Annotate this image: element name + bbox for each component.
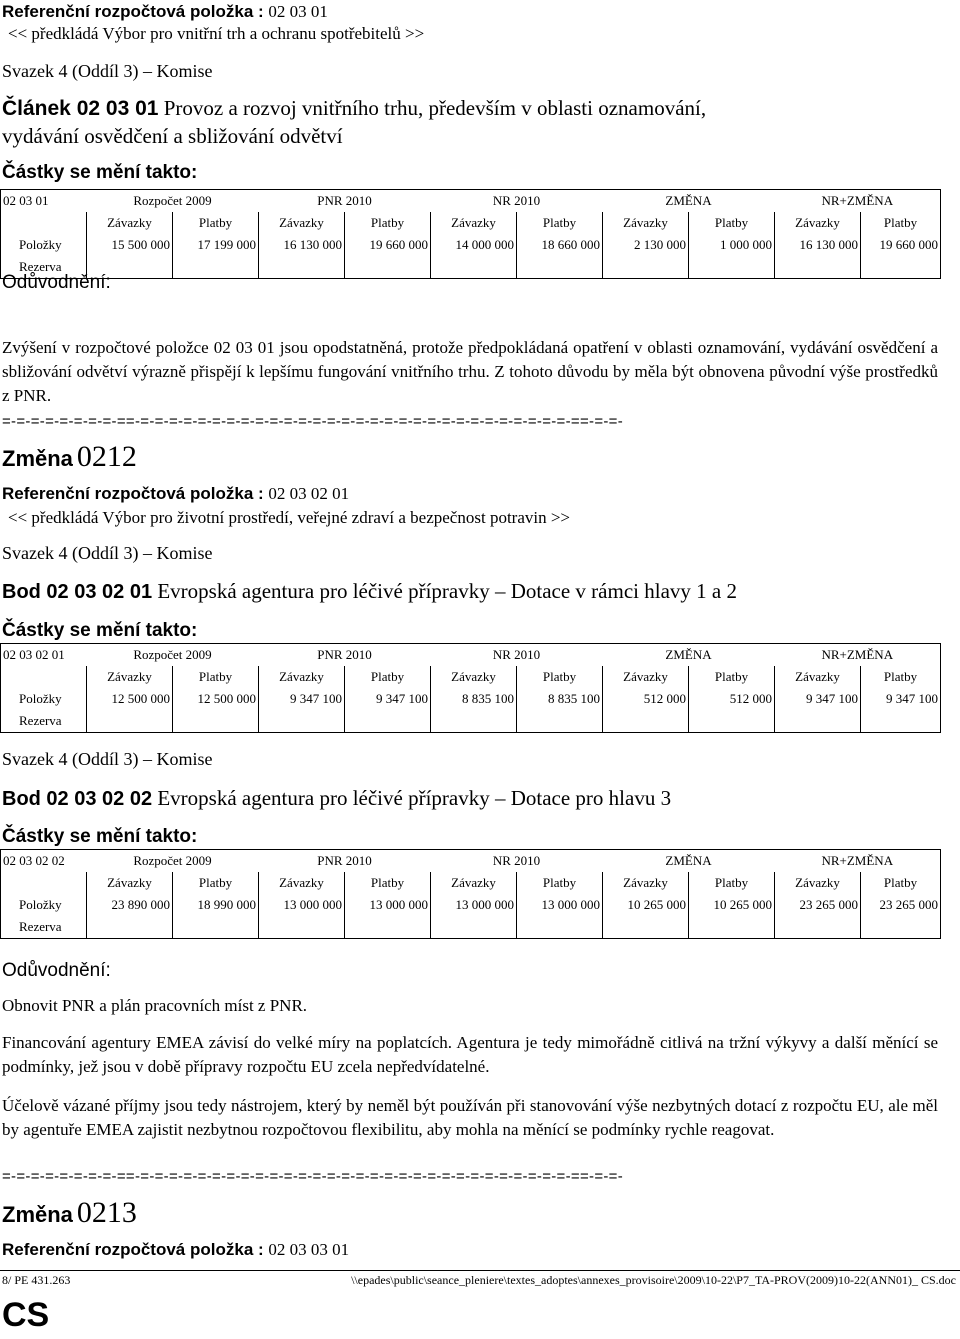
table-cell: 8 835 100 xyxy=(431,688,517,710)
justification-heading: Odůvodnění: xyxy=(2,960,111,981)
pay-header: Platby xyxy=(345,872,431,894)
commit-header: Závazky xyxy=(603,666,689,688)
table-header-row xyxy=(1,850,941,873)
commit-header: Závazky xyxy=(87,666,173,688)
change-label: Změna xyxy=(2,446,73,471)
commit-header: Závazky xyxy=(775,212,861,234)
table-cell: 12 500 000 xyxy=(87,688,173,710)
table-code: 02 03 02 02 xyxy=(1,850,87,873)
item-title-text: Evropská agentura pro léčivé přípravky – Dotace pro hlavu 3 xyxy=(152,786,672,810)
proposer-line: << předkládá Výbor pro vnitřní trh a ochranu spotřebitelů >> xyxy=(8,24,425,43)
col-group-budget-2009: Rozpočet 2009 xyxy=(87,850,259,873)
proposer-line: << předkládá Výbor pro životní prostředí, veřejné zdraví a bezpečnost potravin >> xyxy=(8,508,571,527)
col-group-nr-plus-change: NR+ZMĚNA xyxy=(775,850,941,873)
col-group-pnr-2010: PNR 2010 xyxy=(259,190,431,213)
commit-header: Závazky xyxy=(431,212,517,234)
justification-paragraph: Obnovit PNR a plán pracovních míst z PNR. xyxy=(2,996,308,1015)
table-cell: 9 347 100 xyxy=(345,688,431,710)
row-label-items: Položky xyxy=(1,894,87,916)
col-group-nr-2010: NR 2010 xyxy=(431,190,603,213)
table-cell: 512 000 xyxy=(603,688,689,710)
row-label-items: Položky xyxy=(1,688,87,710)
col-group-change: ZMĚNA xyxy=(603,190,775,213)
pay-header: Platby xyxy=(689,872,775,894)
reference-label: Referenční rozpočtová položka : xyxy=(2,484,264,503)
volume-line: Svazek 4 (Oddíl 3) – Komise xyxy=(2,61,213,81)
justification-heading: Odůvodnění: xyxy=(2,272,111,293)
footer-page-ref: 8/ PE 431.263 xyxy=(2,1273,71,1287)
pay-header: Platby xyxy=(345,212,431,234)
table-cell: 9 347 100 xyxy=(861,688,941,710)
col-group-nr-2010: NR 2010 xyxy=(431,850,603,873)
volume-line: Svazek 4 (Oddíl 3) – Komise xyxy=(2,543,213,563)
table-cell: 9 347 100 xyxy=(259,688,345,710)
col-group-nr-plus-change: NR+ZMĚNA xyxy=(775,190,941,213)
pay-header: Platby xyxy=(517,872,603,894)
table-cell: 19 660 000 xyxy=(861,234,941,256)
item-title xyxy=(2,579,737,604)
col-group-change: ZMĚNA xyxy=(603,850,775,873)
table-row xyxy=(1,234,941,256)
change-label: Změna xyxy=(2,1202,73,1227)
table-subheader-row xyxy=(1,212,941,234)
table-header-row xyxy=(1,190,941,213)
row-label-reserve: Rezerva xyxy=(1,710,87,733)
justification-text: Zvýšení v rozpočtové položce 02 03 01 jsou opodstatněná, protože předpokládaná opatření v oblasti oznamování, vydávání osvědčení a sbližování odvětví výrazně přispějí k lepšímu fungování vnitřního trhu. Z tohoto důvodu by měla být obnovena původní výše prostředků z PNR. xyxy=(2,338,938,405)
table-cell: 12 500 000 xyxy=(173,688,259,710)
table-cell: 23 265 000 xyxy=(861,894,941,916)
table-cell: 13 000 000 xyxy=(345,894,431,916)
table-cell: 15 500 000 xyxy=(87,234,173,256)
commit-header: Závazky xyxy=(259,872,345,894)
reference-line xyxy=(2,2,328,22)
table-row xyxy=(1,894,941,916)
commit-header: Závazky xyxy=(259,666,345,688)
pay-header: Platby xyxy=(689,666,775,688)
row-label-items: Položky xyxy=(1,234,87,256)
footer-file-path: \\epades\public\seance_pleniere\textes_adoptes\annexes_provisoire\2009\10-22\P7_TA-PROV(2009)10-22(ANN01)_ CS.doc xyxy=(351,1273,956,1287)
table-cell: 9 347 100 xyxy=(775,688,861,710)
reference-number: 02 03 02 01 xyxy=(268,484,350,503)
pay-header: Platby xyxy=(173,212,259,234)
col-group-pnr-2010: PNR 2010 xyxy=(259,644,431,667)
col-group-pnr-2010: PNR 2010 xyxy=(259,850,431,873)
table-row xyxy=(1,688,941,710)
pay-header: Platby xyxy=(345,666,431,688)
reference-label: Referenční rozpočtová položka : xyxy=(2,1240,264,1259)
table-cell: 13 000 000 xyxy=(517,894,603,916)
item-title-text: Evropská agentura pro léčivé přípravky – Dotace v rámci hlavy 1 a 2 xyxy=(152,579,737,603)
justification-paragraph: Financování agentury EMEA závisí do velké míry na poplatcích. Agentura je tedy mimořádně citlivá na tržní výkyvy a další měnící se podmínky, jež jsou v době přípravy rozpočtu EU zcela nepředvídatelné. xyxy=(2,1033,938,1076)
table-cell: 13 000 000 xyxy=(259,894,345,916)
change-heading xyxy=(2,1196,137,1230)
language-code: CS xyxy=(2,1296,50,1334)
table-cell: 18 660 000 xyxy=(517,234,603,256)
table-cell: 8 835 100 xyxy=(517,688,603,710)
row-label-reserve: Rezerva xyxy=(1,916,87,939)
col-group-budget-2009: Rozpočet 2009 xyxy=(87,644,259,667)
pay-header: Platby xyxy=(861,212,941,234)
reference-number: 02 03 03 01 xyxy=(268,1240,350,1259)
table-cell: 19 660 000 xyxy=(345,234,431,256)
change-heading xyxy=(2,440,137,474)
col-group-nr-2010: NR 2010 xyxy=(431,644,603,667)
reference-line xyxy=(2,484,349,504)
item-label: Bod 02 03 02 02 xyxy=(2,788,153,810)
article-label: Článek 02 03 01 xyxy=(2,97,159,120)
table-cell: 16 130 000 xyxy=(775,234,861,256)
table-cell: 13 000 000 xyxy=(431,894,517,916)
commit-header: Závazky xyxy=(431,666,517,688)
commit-header: Závazky xyxy=(775,666,861,688)
pay-header: Platby xyxy=(173,666,259,688)
table-cell: 23 265 000 xyxy=(775,894,861,916)
pay-header: Platby xyxy=(517,666,603,688)
amounts-heading: Částky se mění takto: xyxy=(2,826,198,847)
table-header-row xyxy=(1,644,941,667)
table-cell: 512 000 xyxy=(689,688,775,710)
table-cell: 14 000 000 xyxy=(431,234,517,256)
pay-header: Platby xyxy=(861,666,941,688)
table-cell: 18 990 000 xyxy=(173,894,259,916)
article-title-line2: vydávání osvědčení a sbližování odvětví xyxy=(2,124,343,148)
amounts-heading: Částky se mění takto: xyxy=(2,162,198,183)
separator-line: =-=-=-=-=-=-=-=-==-=-=-=-=-=-=-=-=-=-=-=-=-=-=-=-=-=-=-=-=-=-=-=-=-=-=-=-=-=-=-==-=-=- xyxy=(2,413,624,430)
reference-label: Referenční rozpočtová položka : xyxy=(2,2,264,21)
budget-table-1 xyxy=(0,189,941,279)
commit-header: Závazky xyxy=(87,872,173,894)
table-row xyxy=(1,916,941,939)
item-title xyxy=(2,786,671,811)
reference-line xyxy=(2,1240,349,1260)
table-row xyxy=(1,710,941,733)
commit-header: Závazky xyxy=(431,872,517,894)
change-number: 0213 xyxy=(76,1196,137,1229)
table-cell: 23 890 000 xyxy=(87,894,173,916)
budget-table-2 xyxy=(0,643,941,733)
col-group-nr-plus-change: NR+ZMĚNA xyxy=(775,644,941,667)
item-label: Bod 02 03 02 01 xyxy=(2,581,153,603)
commit-header: Závazky xyxy=(775,872,861,894)
pay-header: Platby xyxy=(861,872,941,894)
budget-table-3 xyxy=(0,849,941,939)
table-cell: 10 265 000 xyxy=(603,894,689,916)
change-number: 0212 xyxy=(76,440,137,473)
table-cell: 16 130 000 xyxy=(259,234,345,256)
article-title-text: Provoz a rozvoj vnitřního trhu, především v oblasti oznamování, xyxy=(158,96,707,120)
commit-header: Závazky xyxy=(259,212,345,234)
commit-header: Závazky xyxy=(603,212,689,234)
volume-line: Svazek 4 (Oddíl 3) – Komise xyxy=(2,749,213,769)
footer-rule xyxy=(0,1270,960,1271)
amounts-heading: Částky se mění takto: xyxy=(2,620,198,641)
row-label-reserve: Rezerva xyxy=(1,256,87,279)
table-row xyxy=(1,256,941,279)
reference-number: 02 03 01 xyxy=(268,2,328,21)
commit-header: Závazky xyxy=(87,212,173,234)
commit-header: Závazky xyxy=(603,872,689,894)
pay-header: Platby xyxy=(689,212,775,234)
table-subheader-row xyxy=(1,666,941,688)
pay-header: Platby xyxy=(517,212,603,234)
table-code: 02 03 02 01 xyxy=(1,644,87,667)
table-cell: 1 000 000 xyxy=(689,234,775,256)
table-cell: 2 130 000 xyxy=(603,234,689,256)
table-subheader-row xyxy=(1,872,941,894)
table-cell: 17 199 000 xyxy=(173,234,259,256)
col-group-change: ZMĚNA xyxy=(603,644,775,667)
pay-header: Platby xyxy=(173,872,259,894)
table-cell: 10 265 000 xyxy=(689,894,775,916)
table-code: 02 03 01 xyxy=(1,190,87,213)
article-title xyxy=(2,96,706,121)
justification-paragraph: Účelově vázané příjmy jsou tedy nástrojem, který by neměl být používán při stanovování výše nezbytných dotací z rozpočtu EU, ale měl by agentuře EMEA zajistit nezbytnou rozpočtovou flexibilitu, aby mohla na měnící se podmínky rychle reagovat. xyxy=(2,1096,938,1139)
separator-line: =-=-=-=-=-=-=-=-==-=-=-=-=-=-=-=-=-=-=-=-=-=-=-=-=-=-=-=-=-=-=-=-=-=-=-=-=-=-=-==-=-=- xyxy=(2,1168,624,1185)
col-group-budget-2009: Rozpočet 2009 xyxy=(87,190,259,213)
